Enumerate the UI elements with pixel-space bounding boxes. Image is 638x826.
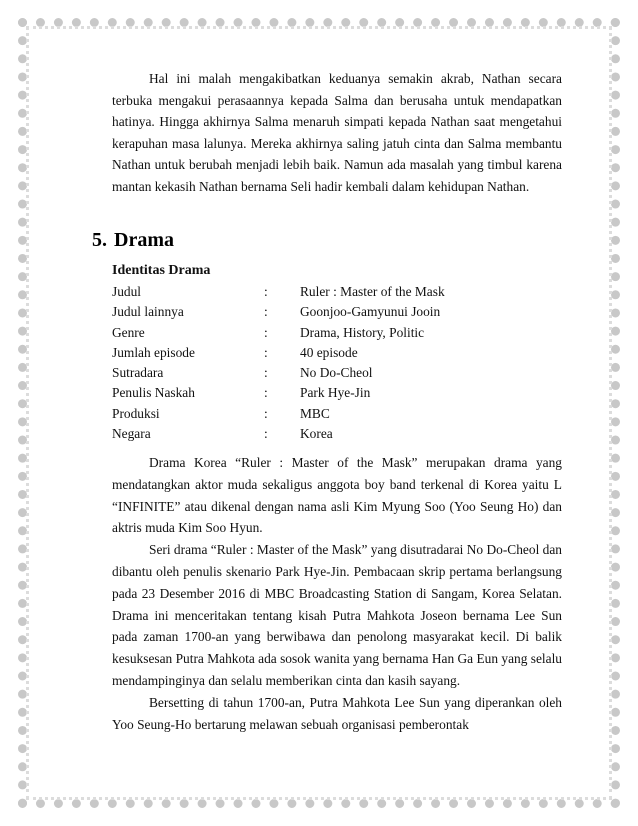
identity-label: Sutradara bbox=[112, 365, 164, 381]
identity-row bbox=[112, 302, 562, 322]
intro-block bbox=[112, 68, 562, 197]
body-paragraph: Bersetting di tahun 1700-an, Putra Mahkota Lee Sun yang diperankan oleh Yoo Seung-Ho bertarung melawan sebuah organisasi pemberontak bbox=[112, 694, 562, 732]
identity-value: Goonjoo-Gamyunui Jooin bbox=[300, 304, 441, 320]
identity-label: Negara bbox=[112, 426, 151, 442]
identity-value: MBC bbox=[300, 405, 330, 421]
identity-row bbox=[112, 323, 562, 343]
identity-separator: : bbox=[264, 405, 268, 421]
section-number: 5. bbox=[92, 229, 107, 251]
identity-row bbox=[112, 424, 562, 444]
identity-separator: : bbox=[264, 324, 268, 340]
identity-row bbox=[112, 363, 562, 383]
identity-value: Korea bbox=[300, 426, 333, 442]
identity-label: Penulis Naskah bbox=[112, 385, 195, 401]
section-heading bbox=[92, 229, 174, 252]
identity-block bbox=[112, 261, 562, 444]
body-block bbox=[112, 452, 562, 735]
identity-value: Drama, History, Politic bbox=[300, 324, 425, 340]
body-paragraph: Drama Korea “Ruler : Master of the Mask” merupakan drama yang mendatangkan aktor muda sekaligus anggota boy band terkenal di Korea yaitu L “INFINITE” atau dikenal dengan nama asli Kim Myung Soo (Yoo Seung Ho) dan aktris muda Kim Soo Hyun. bbox=[112, 455, 562, 536]
body-paragraph: Seri drama “Ruler : Master of the Mask” yang disutradarai No Do-Cheol dan dibantu oleh penulis skenario Park Hye-Jin. Pembacaan skrip pertama berlangsung pada 23 Desember 2016 di MBC Broadcasting Station di Sangam, Korea Selatan. Drama ini menceritakan tentang kisah Putra Mahkota Joseon bernama Lee Sun pada zaman 1700-an yang berwibawa dan penolong masyarakat kecil. Di balik kesuksesan Putra Mahkota ada sosok wanita yang bernama Han Ga Eun yang selalu mendampinginya dan selalu memberikan cinta dan kasih sayang. bbox=[112, 542, 562, 688]
identity-row bbox=[112, 404, 562, 424]
identity-label: Genre bbox=[112, 324, 145, 340]
identity-separator: : bbox=[264, 304, 268, 320]
identity-separator: : bbox=[264, 385, 268, 401]
identity-row bbox=[112, 343, 562, 363]
identity-row bbox=[112, 383, 562, 403]
intro-paragraph: Hal ini malah mengakibatkan keduanya semakin akrab, Nathan secara terbuka mengakui perasaannya kepada Salma dan berusaha untuk mendapatkan hatinya. Hingga akhirnya Salma menaruh simpati kepada Nathan saat mengetahui kerapuhan masa lalunya. Mereka akhirnya saling jatuh cinta dan Salma membantu Nathan untuk berubah menjadi lebih baik. Namun ada masalah yang timbul karena mantan kekasih Nathan bernama Seli hadir kembali dalam kehidupan Nathan. bbox=[112, 71, 562, 194]
identity-separator: : bbox=[264, 365, 268, 381]
identity-value: 40 episode bbox=[300, 344, 358, 360]
identity-value: Ruler : Master of the Mask bbox=[300, 284, 445, 299]
section-title: Drama bbox=[114, 229, 174, 251]
identity-value: Park Hye-Jin bbox=[300, 385, 371, 401]
identity-label: Judul bbox=[112, 284, 142, 299]
identity-row bbox=[112, 282, 562, 302]
identity-heading: Identitas Drama bbox=[112, 263, 211, 278]
identity-label: Jumlah episode bbox=[112, 344, 195, 360]
identity-table bbox=[112, 282, 562, 444]
identity-label: Produksi bbox=[112, 405, 160, 421]
identity-value: No Do-Cheol bbox=[300, 365, 373, 381]
identity-separator: : bbox=[264, 284, 268, 299]
identity-label: Judul lainnya bbox=[112, 304, 184, 320]
identity-separator: : bbox=[264, 426, 268, 442]
identity-separator: : bbox=[264, 344, 268, 360]
